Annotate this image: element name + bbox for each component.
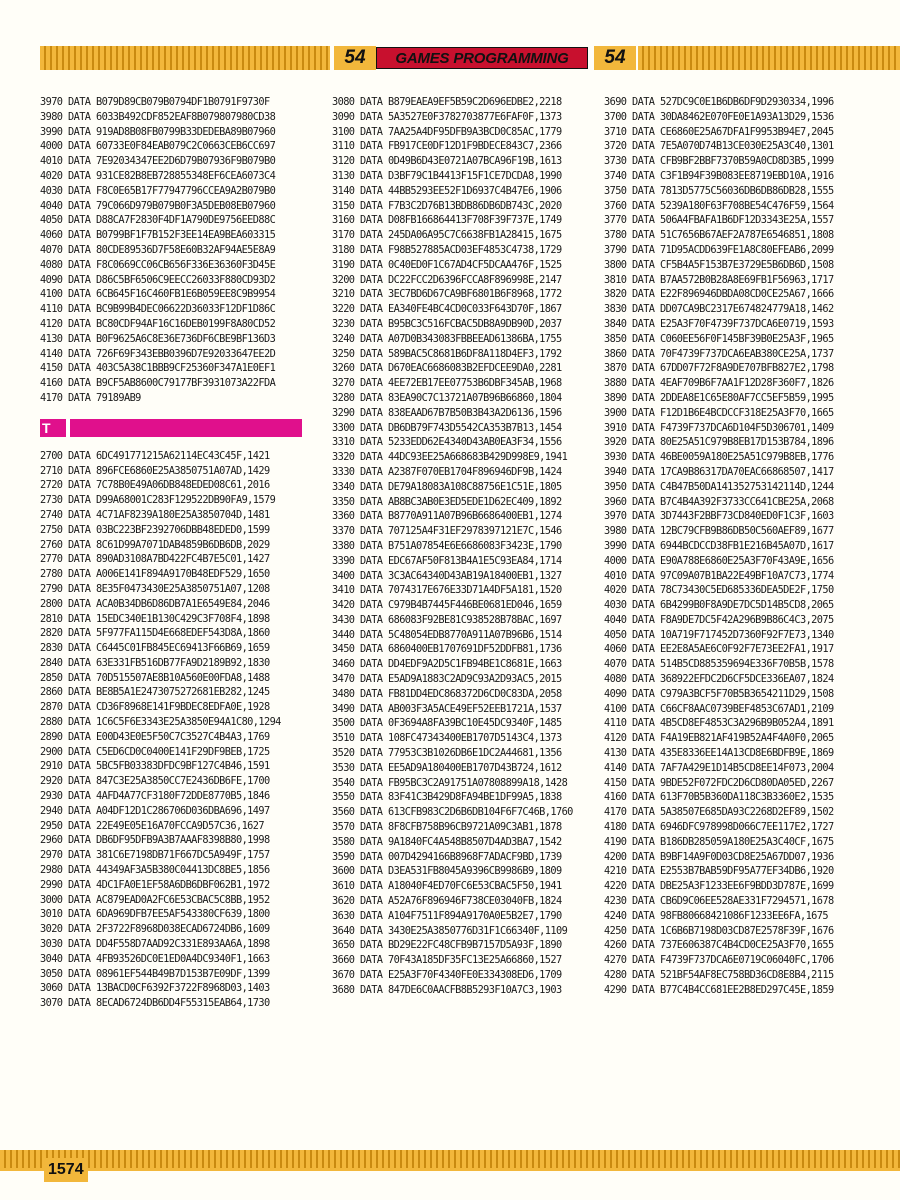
program-line: 3090 DATA 5A3527E0F3782703877E6FAF0F,1373	[332, 110, 562, 123]
program-line: 3150 DATA F7B3C2D76B13BDB86DB6DB743C,2020	[332, 199, 562, 212]
program-line: 2970 DATA 381C6E7198DB71F667DC5A949F,1757	[40, 849, 270, 862]
program-line: 4100 DATA 6CB645F16C460FB1E6B059EE8C9B9954	[40, 288, 276, 301]
program-line: 3680 DATA 847DE6C0AACFB8B5293F10A7C3,1903	[332, 983, 562, 996]
program-line: 3830 DATA DD07CA9BC2317E674824779A18,1462	[604, 303, 834, 316]
program-line: 4240 DATA 98FB80668421086F1233EE6FA,1675	[604, 909, 828, 922]
program-line: 2990 DATA 4DC1FA0E1EF58A6DB6DBF062B1,1972	[40, 878, 270, 891]
program-line: 3210 DATA 3EC7BD6D67CA9BF6801B6F8968,1772	[332, 288, 562, 301]
program-line: 3380 DATA B751A07854E6E6686083F3423E,1790	[332, 539, 562, 552]
program-line: 3480 DATA FB81DD4EDC868372D6CD0C83DA,2058	[332, 687, 562, 700]
program-line: 3240 DATA A07D0B343083FBBEEAD61386BA,1755	[332, 332, 562, 345]
program-line: 4140 DATA 7AF7A429E1D14B5CD8EE14F073,2004	[604, 761, 834, 774]
program-line: 3410 DATA 7074317E676E33D71A4DF5A181,1520	[332, 584, 562, 597]
program-line: 3260 DATA D670EAC6686083B2EFDCEE9DA0,2281	[332, 362, 562, 375]
program-line: 3730 DATA CFB9BF2BBF7370B59A0CD8D3B5,1999	[604, 155, 834, 168]
program-line: 4290 DATA B77C4B4CC681EE2B8ED297C45E,1859	[604, 983, 834, 996]
program-line: 3870 DATA 67DD07F72F8A9DE707BFB827E2,1798	[604, 362, 834, 375]
program-line: 2730 DATA D99A68001C283F129522DB90FA9,1579	[40, 494, 276, 507]
program-line: 2720 DATA 7C78B0E49A06DB848EDED08C61,2016	[40, 479, 270, 492]
program-line: 3540 DATA FB95BC3C2A91751A07808899A18,1428	[332, 776, 568, 789]
program-line: 3700 DATA 30DA8462E070FE0E1A93A13D29,1536	[604, 110, 834, 123]
program-line: 4060 DATA B0799BF1F7B152F3EE14EA9BEA603315	[40, 229, 276, 242]
program-line: 3850 DATA C060EE56F0F145BF39B0E25A3F,1965	[604, 332, 834, 345]
program-line: 4260 DATA 737E606387C4B4CD0CE25A3F70,1655	[604, 939, 834, 952]
program-line: 3180 DATA F98B527885ACD03EF4853C4738,1729	[332, 243, 562, 256]
program-line: 4020 DATA 78C73430C5ED685336DEA5DE2F,1750	[604, 584, 834, 597]
program-line: 3820 DATA E22F896946DBDA08CD0CE25A67,1666	[604, 288, 834, 301]
program-line: 3070 DATA 8ECAD6724DB6DD4F55315EAB64,1730	[40, 997, 270, 1010]
program-line: 3990 DATA 919AD8B08FB0799B33DEDEBA89B07960	[40, 125, 276, 138]
header-title: GAMES PROGRAMMING	[376, 47, 588, 69]
footer-stripes	[0, 1150, 900, 1168]
program-line: 3320 DATA 44DC93EE25A668683B429D998E9,1941	[332, 451, 568, 464]
program-line: 3580 DATA 9A1840FC4A548B8507D4AD3BA7,1542	[332, 835, 562, 848]
program-line: 3390 DATA EDC67AF50F813B4A1E5C93EA84,1714	[332, 554, 562, 567]
program-line: 4110 DATA BC9B99B4DEC06622D36033F12DF1D86C	[40, 303, 276, 316]
program-line: 3980 DATA 6033B492CDF852EAF8B079807980CD38	[40, 110, 276, 123]
program-line: 2880 DATA 1C6C5F6E3343E25A3850E94A1C80,1294	[40, 716, 281, 729]
program-line: 3560 DATA 613CFB983C2D6B6DB104F6F7C46B,1760	[332, 806, 573, 819]
program-line: 3720 DATA 7E5A070D74B13CE030E25A3C40,1301	[604, 140, 834, 153]
program-line: 3060 DATA 13BACD0CF6392F3722F8968D03,1403	[40, 982, 270, 995]
listing-column-3	[604, 95, 884, 998]
program-line: 3080 DATA B879EAEA9EF5B59C2D696EDBE2,2218	[332, 96, 562, 108]
program-line: 4230 DATA CB6D9C06EE528AE331F7294571,1678	[604, 895, 834, 908]
program-line: 4070 DATA 514B5CD885359694E336F70B5B,1578	[604, 658, 834, 671]
listing-block-bottom	[40, 449, 320, 1011]
program-line: 3690 DATA 527DC9C0E1B6DB6DF9D2930334,1996	[604, 96, 834, 108]
program-line: 3570 DATA 8F8CFB758B96CB9721A09C3AB1,1878	[332, 821, 562, 834]
program-line: 2950 DATA 22E49E05E16A70FCCA9D57C36,1627	[40, 819, 264, 832]
program-line: 3990 DATA 6944BCDCCD38FB1E216B45A07D,1617	[604, 539, 834, 552]
program-line: 4050 DATA D88CA7F2830F4DF1A790DE9756EED88C	[40, 214, 276, 227]
listing-column-1	[40, 95, 320, 1011]
program-line: 4180 DATA 6946DFC978998D066C7EE117E2,1727	[604, 821, 834, 834]
program-line: 3900 DATA F12D1B6E4BCDCCF318E25A3F70,1665	[604, 406, 834, 419]
program-line: 3420 DATA C979B4B7445F446BE0681ED046,1659	[332, 599, 562, 612]
program-line: 3110 DATA FB917CE0DF12D1F9BDECE843C7,2366	[332, 140, 562, 153]
program-line: 2910 DATA 5BC5FB03383DFDC9BF127C4B46,1591	[40, 760, 270, 773]
program-line: 4010 DATA 97C09A07B1BA22E49BF10A7C73,1774	[604, 569, 834, 582]
program-line: 3710 DATA CE6860E25A67DFA1F9953B94E7,2045	[604, 125, 834, 138]
program-line: 3200 DATA DC22FCC2D6396FCCA8F896998E,2147	[332, 273, 562, 286]
section-badge-label: T	[42, 419, 52, 436]
program-line: 3910 DATA F4739F737DCA6D104F5D306701,1409	[604, 421, 834, 434]
program-line: 4190 DATA B186DB285059A180E25A3C40CF,1675	[604, 835, 834, 848]
program-line: 4100 DATA C66CF8AAC0739BEF4853C67AD1,2109	[604, 702, 834, 715]
program-line: 3220 DATA EA340FE4BC4CD0C033F643D70F,1867	[332, 303, 562, 316]
program-line: 3620 DATA A52A76F896946F738CE03040FB,1824	[332, 895, 562, 908]
program-line: 2930 DATA 4AFD4A77CF3180F72DDE8770B5,1846	[40, 790, 270, 803]
program-line: 3440 DATA 5C48054EDB8770A911A07B96B6,1514	[332, 628, 562, 641]
program-line: 4130 DATA 435E8336EE14A13CD8E6BDFB9E,1869	[604, 747, 834, 760]
program-line: 4080 DATA F8C0669CC06CB656F336E36360F3D45E	[40, 258, 276, 271]
program-line: 3950 DATA C4B47B50DA141352753142114D,1244	[604, 480, 834, 493]
program-line: 3630 DATA A104F7511F894A9170A0E5B2E7,1790	[332, 909, 562, 922]
program-line: 4160 DATA B9CF5AB8600C79177BF3931073A22FDA	[40, 377, 276, 390]
program-line: 3920 DATA 80E25A51C979B8EB17D153B784,1896	[604, 436, 834, 449]
program-line: 3030 DATA DD4F558D7AAD92C331E893AA6A,1898	[40, 938, 270, 951]
program-line: 4030 DATA F8C0E65B17F77947796CCEA9A2B079B0	[40, 184, 276, 197]
program-line: 2860 DATA BE8B5A1E2473075272681EB282,1245	[40, 686, 270, 699]
program-line: 4050 DATA 10A719F717452D7360F92F7E73,1340	[604, 628, 834, 641]
program-line: 3270 DATA 4EE72EB17EE07753B6DBF345AB,1968	[332, 377, 562, 390]
program-line: 2900 DATA C5ED6CD0C0400E141F29DF9BEB,1725	[40, 745, 270, 758]
program-line: 4030 DATA 6B4299B0F8A9DE7DC5D14B5CD8,2065	[604, 599, 834, 612]
program-line: 3800 DATA CF5B4A5F153B7E3729E5B6DB6D,1508	[604, 258, 834, 271]
program-line: 2750 DATA 03BC223BF2392706DBB48EDED0,1599	[40, 523, 270, 536]
program-line: 4040 DATA 79C066D979B079B0F3A5DEB08EB07960	[40, 199, 276, 212]
footer-page-number: 1574	[44, 1158, 88, 1182]
program-line: 3360 DATA B8770A911A07B96B6686400EB1,1274	[332, 510, 562, 523]
header-stripes-left	[40, 46, 330, 70]
program-line: 2850 DATA 70D515507AE8B10A560E00FDA8,1488	[40, 671, 270, 684]
program-line: 4270 DATA F4739F737DCA6E0719C06040FC,1706	[604, 954, 834, 967]
program-line: 4150 DATA 403C5A38C1BBB9CF25360F347A1E0EF1	[40, 362, 276, 375]
program-line: 3500 DATA 0F3694A8FA39BC10E45DC9340F,1485	[332, 717, 562, 730]
program-line: 3530 DATA EE5AD9A180400EB1707D43B724,1612	[332, 761, 562, 774]
program-line: 4060 DATA EE2E8A5AE6C0F92F7E73EE2FA1,1917	[604, 643, 834, 656]
program-line: 3790 DATA 71D95ACDD639FE1A8C80EFEAB6,2099	[604, 243, 834, 256]
program-line: 3140 DATA 44BB5293EE52F1D6937C4B47E6,1906	[332, 184, 562, 197]
program-line: 4000 DATA 60733E0F84EAB079C2C0663CEB6CC697	[40, 140, 276, 153]
program-line: 4120 DATA F4A19EB821AF419B52A4F4A0F0,2065	[604, 732, 834, 745]
program-line: 2890 DATA E00D43E0E5F50C7C3527C4B4A3,1769	[40, 730, 270, 743]
program-line: 3310 DATA 5233EDD62E4340D43AB0EA3F34,1556	[332, 436, 562, 449]
program-line: 2780 DATA A006E141F894A9170B48EDF529,1650	[40, 568, 270, 581]
program-line: 4280 DATA 521BF54AF8EC758BD36CD8E8B4,2115	[604, 969, 834, 982]
program-line: 3040 DATA 4FB93526DC0E1ED0A4DC9340F1,1663	[40, 952, 270, 965]
program-line: 3400 DATA 3C3AC64340D43AB19A18400EB1,1327	[332, 569, 562, 582]
program-line: 3050 DATA 08961EF544B49B7D153B7E09DF,1399	[40, 967, 270, 980]
program-line: 2980 DATA 44349AF3A5B380C04413DC8BE5,1856	[40, 864, 270, 877]
listing-block-top	[40, 95, 320, 406]
program-line: 2870 DATA CD36F8968E141F9BDEC8EDFA0E,1928	[40, 701, 270, 714]
program-line: 3280 DATA 83EA90C7C13721A07B96B66860,1804	[332, 391, 562, 404]
program-line: 4090 DATA C979A3BCF5F70B5B3654211D29,1508	[604, 687, 834, 700]
program-line: 3250 DATA 589BAC5C8681B6DF8A118D4EF3,1792	[332, 347, 562, 360]
program-line: 3130 DATA D3BF79C1B4413F15F1CE7DCDA8,1990	[332, 169, 562, 182]
footer-rule	[0, 1168, 900, 1171]
program-line: 3120 DATA 0D49B6D43E0721A07BCA96F19B,1613	[332, 155, 562, 168]
program-line: 4140 DATA 726F69F343EBB0396D7E92033647EE2D	[40, 347, 276, 360]
program-line: 2840 DATA 63E331FB516DB77FA9D2189B92,1830	[40, 656, 270, 669]
program-line: 3750 DATA 7813D5775C56036DB6DB86DB28,1555	[604, 184, 834, 197]
section-badge	[40, 419, 302, 437]
program-line: 4160 DATA 613F70B5B360DA118C3B3360E2,1535	[604, 791, 834, 804]
program-line: 3860 DATA 70F4739F737DCA6EAB380CE25A,1737	[604, 347, 834, 360]
program-line: 2920 DATA 847C3E25A3850CC7E2436DB6FE,1700	[40, 775, 270, 788]
program-line: 4200 DATA B9BF14A9F0D03CD8E25A67DD07,1936	[604, 850, 834, 863]
program-line: 3550 DATA 83F41C3B429D8FA94BE1DF99A5,1838	[332, 791, 562, 804]
program-line: 3760 DATA 5239A180F63F708BE54C476F59,1564	[604, 199, 834, 212]
program-line: 3660 DATA 70F43A185DF35FC13E25A66860,1527	[332, 954, 562, 967]
program-line: 2810 DATA 15EDC340E1B130C429C3F708F4,1898	[40, 612, 270, 625]
program-line: 3170 DATA 245DA06A95C7C6638FB1A28415,1675	[332, 229, 562, 242]
header-stripes-right	[638, 46, 900, 70]
program-line: 2830 DATA C6445C01FB845EC69413F66B69,1659	[40, 642, 270, 655]
program-line: 4210 DATA E2553B7BAB59DF95A77EF34DB6,1920	[604, 865, 834, 878]
program-line: 3450 DATA 6860400EB1707691DF52DDFB81,1736	[332, 643, 562, 656]
program-line: 4150 DATA 9BDE52F072FDC2D6CD80DA05ED,2267	[604, 776, 834, 789]
program-line: 4120 DATA BC80CDF94AF16C16DEB0199F8A80CD52	[40, 317, 276, 330]
program-line: 3770 DATA 506A4FBAFA1B6DF12D3343E25A,1557	[604, 214, 834, 227]
program-line: 4170 DATA 79189AB9	[40, 391, 141, 404]
program-line: 3640 DATA 3430E25A3850776D31F1C66340F,1109	[332, 924, 568, 937]
program-line: 2940 DATA A04DF12D1C286706D036DBA696,1497	[40, 804, 270, 817]
program-line: 3650 DATA BD29E22FC48CFB9B7157D5A93F,1890	[332, 939, 562, 952]
program-line: 3160 DATA D08FB166864413F708F39F737E,1749	[332, 214, 562, 227]
program-line: 3970 DATA 3D7443F2BBF73CD840ED0F1C3F,1603	[604, 510, 834, 523]
program-line: 3510 DATA 108FC47343400EB1707D5143C4,1373	[332, 732, 562, 745]
program-line: 3230 DATA B95BC3C516FCBAC5DB8A9DB90D,2037	[332, 317, 562, 330]
program-line: 4110 DATA 4B5CD8EF4853C3A296B9B052A4,1891	[604, 717, 834, 730]
program-line: 4070 DATA 80CDE89536D7F58E60B32AF94AE5E8A9	[40, 243, 276, 256]
program-line: 4040 DATA F8A9DE7DC5F42A296B9B86C4C3,2075	[604, 613, 834, 626]
program-line: 3330 DATA A2387F070EB1704F896946DF9B,1424	[332, 465, 562, 478]
program-line: 2960 DATA DB6DF95DFB9A3B7AAAF8398B80,1998	[40, 834, 270, 847]
program-line: 3740 DATA C3F1B94F39B083EE8719EBD10A,1916	[604, 169, 834, 182]
header-page-number-right: 54	[594, 46, 636, 70]
program-line: 4080 DATA 368922EFDC2D6CF5DCE336EA07,1824	[604, 673, 834, 686]
program-line: 2710 DATA 896FCE6860E25A3850751A07AD,1429	[40, 464, 270, 477]
program-line: 2770 DATA 890AD3108A7BD422FC4B7E5C01,1427	[40, 553, 270, 566]
program-line: 4020 DATA 931CE82B8EB728855348EF6CEA6073C4	[40, 169, 276, 182]
program-line: 3370 DATA 707125A4F31EF2978397121E7C,1546	[332, 525, 562, 538]
program-line: 2700 DATA 6DC491771215A62114EC43C45F,1421	[40, 449, 270, 462]
program-line: 3020 DATA 2F3722F8968D038ECAD6724DB6,1609	[40, 923, 270, 936]
program-line: 3460 DATA DD4EDF9A2D5C1FB94BE1C8681E,1663	[332, 658, 562, 671]
program-line: 3960 DATA B7C4B4A392F3733CC641CBE25A,2068	[604, 495, 834, 508]
program-line: 3600 DATA D3EA531FB8045A9396CB9986B9,1809	[332, 865, 562, 878]
program-line: 4000 DATA E90A788E6860E25A3F70F43A9E,1656	[604, 554, 834, 567]
program-line: 3010 DATA 6DA969DFB7EE5AF543380CF639,1800	[40, 908, 270, 921]
program-line: 3300 DATA DB6DB79F743D5542CA353B7B13,1454	[332, 421, 562, 434]
program-line: 3810 DATA B7AA572B0B28A8E69FB1F56963,1717	[604, 273, 834, 286]
program-line: 4130 DATA B0F9625A6C8E36E736DF6CBE9BF136D3	[40, 332, 276, 345]
program-line: 3840 DATA E25A3F70F4739F737DCA6E0719,1593	[604, 317, 834, 330]
program-line: 2800 DATA ACA0B34DB6D86DB7A1E6549E84,2046	[40, 597, 270, 610]
program-line: 3970 DATA B079D89CB079B0794DF1B0791F9730F	[40, 96, 270, 108]
program-line: 2740 DATA 4C71AF8239A180E25A3850704D,1481	[40, 508, 270, 521]
program-line: 3100 DATA 7AA25A4DF95DFB9A3BCD0C85AC,1779	[332, 125, 562, 138]
program-line: 3670 DATA E25A3F70F4340FE0E334308ED6,1709	[332, 969, 562, 982]
program-line: 3590 DATA 007D4294166B8968F7ADACF9BD,1739	[332, 850, 562, 863]
program-line: 3980 DATA 12BC79CFB9B86DB50C560AEF89,1677	[604, 525, 834, 538]
program-line: 3190 DATA 0C40ED0F1C67AD4CF5DCAA476F,1525	[332, 258, 562, 271]
program-line: 4090 DATA D86C5BF6506C9EECC26033F880CD93D2	[40, 273, 276, 286]
program-line: 3940 DATA 17CA9B86317DA70EAC66868507,1417	[604, 465, 834, 478]
program-line: 3890 DATA 2DDEA8E1C65E80AF7CC5EF5B59,1995	[604, 391, 834, 404]
program-line: 2820 DATA 5F977FA115D4E668EDEF543D8A,1860	[40, 627, 270, 640]
program-line: 3000 DATA AC879EAD0A2FC6E53CBAC5C8BB,1952	[40, 893, 270, 906]
program-line: 3490 DATA AB003F3A5ACE49EF52EEB1721A,1537	[332, 702, 562, 715]
program-line: 4170 DATA 5A38507E685DA93C2268D2EF89,1502	[604, 806, 834, 819]
program-line: 3350 DATA AB8BC3AB0E3ED5EDE1D62EC409,1892	[332, 495, 562, 508]
program-line: 3880 DATA 4EAF709B6F7AA1F12D28F360F7,1826	[604, 377, 834, 390]
page-header	[40, 46, 900, 70]
program-line: 3430 DATA 686083F92BE81C938528B78BAC,1697	[332, 613, 562, 626]
program-line: 3470 DATA E5AD9A1883C2AD9C93A2D93AC5,2015	[332, 673, 562, 686]
program-line: 3520 DATA 77953C3B1026DB6E1DC2A44681,1356	[332, 747, 562, 760]
program-line: 3780 DATA 51C7656B67AEF2A787E6546851,1808	[604, 229, 834, 242]
program-line: 3290 DATA 838EAAD67B7B50B3B43A2D6136,1596	[332, 406, 562, 419]
header-page-number-left: 54	[334, 46, 376, 70]
program-line: 3610 DATA A18040F4ED70FC6E53CBAC5F50,1941	[332, 880, 562, 893]
program-line: 3340 DATA DE79A18083A108C88756E1C51E,1805	[332, 480, 562, 493]
program-line: 3930 DATA 46BE0059A180E25A51C979B8EB,1776	[604, 451, 834, 464]
program-line: 2790 DATA 8E35F0473430E25A3850751A07,1208	[40, 582, 270, 595]
program-line: 4010 DATA 7E92034347EE2D6D79B07936F9B079B0	[40, 155, 276, 168]
listing-column-2	[332, 95, 612, 998]
program-line: 4250 DATA 1C6B6B7198D03CD87E2578F39F,1676	[604, 924, 834, 937]
program-line: 2760 DATA 8C61D99A7071DAB4859B6DB6DB,2029	[40, 538, 270, 551]
program-line: 4220 DATA DBE25A3F1233EE6F9BDD3D787E,1699	[604, 880, 834, 893]
